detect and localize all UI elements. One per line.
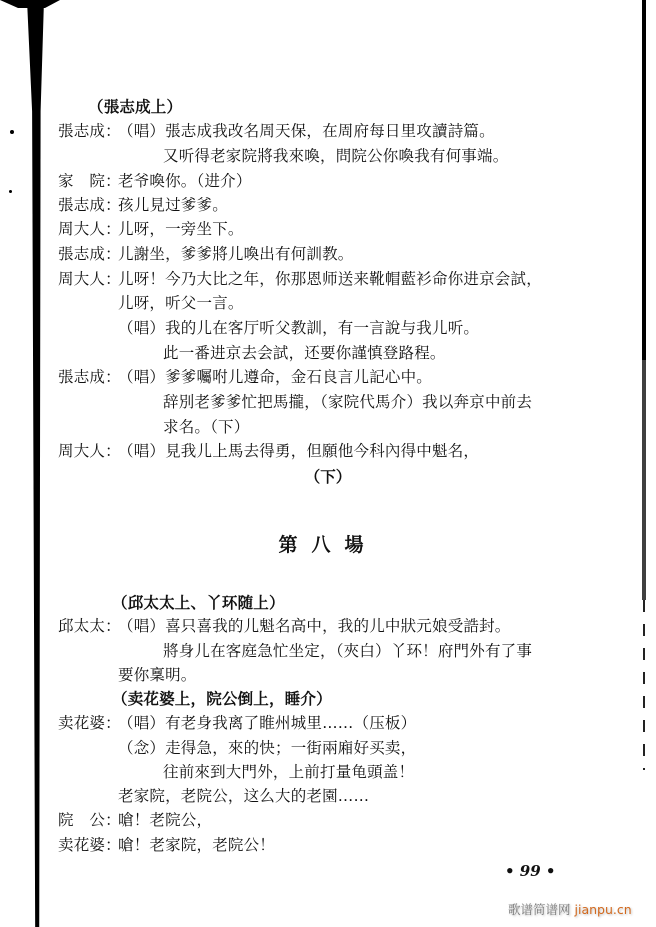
- stage-direction: （張志成上）: [88, 98, 183, 116]
- speaker-name: 卖花婆：: [58, 714, 121, 732]
- dialogue-continuation: 往前來到大門外，上前打量龟頭盖！: [163, 763, 415, 781]
- dialogue-text: 老爷喚你。（进介）: [118, 172, 252, 190]
- dialogue-text: （唱）見我儿上馬去得勇，但願他今科內得中魁名，: [118, 442, 480, 460]
- dialogue-text: 嗆！老院公，: [118, 811, 213, 829]
- stage-direction: （邱太太上、丫环随上）: [112, 594, 285, 612]
- dialogue-text: 儿呀！今乃大比之年，你那恩师送来靴帽藍衫命你进京会試，: [118, 270, 542, 288]
- dialogue-continuation: 求名。（下）: [163, 418, 250, 436]
- speaker-name: 家 院：: [58, 172, 121, 190]
- speaker-name: 周大人：: [58, 220, 121, 238]
- dialogue-continuation: 將身儿在客庭急忙坐定，（夾白）丫环！府門外有了事: [163, 642, 533, 660]
- dialogue-text: （唱）有老身我离了睢州城里……（压板）: [118, 714, 417, 732]
- speaker-name: 卖花婆：: [58, 836, 121, 854]
- dialogue-line: [58, 440, 479, 462]
- watermark-site-name: 歌谱简谱网: [508, 902, 571, 917]
- dialogue-continuation: 要你稟明。: [118, 666, 197, 684]
- dialogue-continuation: （念）走得急，來的快；一街兩廂好买卖，: [118, 739, 417, 757]
- dialogue-text: 孩儿見过爹爹。: [118, 196, 228, 214]
- dialogue-text: （唱）爹爹囑咐儿遵命，金石良言儿記心中。: [118, 368, 433, 386]
- speaker-name: 張志成：: [58, 245, 121, 263]
- scene-exit-direction: （下）: [304, 468, 352, 486]
- dialogue-continuation: （唱）我的儿在客厅听父教訓，有一言說与我儿听。: [118, 319, 480, 337]
- watermark-url: jianpu.cn: [574, 902, 632, 917]
- dialogue-line: [58, 243, 354, 265]
- dialogue-line: [58, 268, 542, 290]
- dialogue-continuation: 老家院，老院公，这么大的老園……: [118, 787, 370, 805]
- dialogue-line: [58, 170, 252, 192]
- dialogue-continuation: 辞別老爹爹忙把馬攏，（家院代馬介）我以奔京中前去: [163, 393, 533, 411]
- dialogue-continuation: 此一番进京去会試，还要你謹慎登路程。: [163, 344, 446, 362]
- speaker-name: 邱太太：: [58, 617, 121, 635]
- dialogue-line: [58, 712, 416, 734]
- dialogue-line: [58, 809, 212, 831]
- dialogue-line: [58, 194, 228, 216]
- speaker-name: 張志成：: [58, 196, 121, 214]
- speaker-name: 張志成：: [58, 368, 121, 386]
- dialogue-line: [58, 218, 244, 240]
- dialogue-line: [58, 834, 275, 856]
- dialogue-line: [58, 120, 495, 142]
- speaker-name: 周大人：: [58, 442, 121, 460]
- speaker-name: 張志成：: [58, 122, 121, 140]
- page-number: • 99 •: [505, 862, 556, 880]
- stage-direction: （卖花婆上，院公倒上，睡介）: [112, 690, 332, 708]
- dialogue-continuation: 儿呀，听父一言。: [118, 294, 244, 312]
- dialogue-text: （唱）張志成我改名周天保，在周府每日里攻讀詩篇。: [118, 122, 495, 140]
- dialogue-line: [58, 615, 511, 637]
- dialogue-continuation: 又听得老家院將我來喚，問院公你喚我有何事端。: [163, 147, 509, 165]
- speaker-name: 周大人：: [58, 270, 121, 288]
- watermark: [508, 900, 632, 918]
- speaker-name: 院 公：: [58, 811, 121, 829]
- dialogue-text: 儿謝坐，爹爹將儿喚出有何訓教。: [118, 245, 354, 263]
- dialogue-line: [58, 366, 432, 388]
- dialogue-text: 嗆！老家院，老院公！: [118, 836, 276, 854]
- scene-title: 第八場: [278, 534, 378, 556]
- dialogue-text: 儿呀，一旁坐下。: [118, 220, 244, 238]
- dialogue-text: （唱）喜只喜我的儿魁名高中，我的儿中狀元娘受誥封。: [118, 617, 511, 635]
